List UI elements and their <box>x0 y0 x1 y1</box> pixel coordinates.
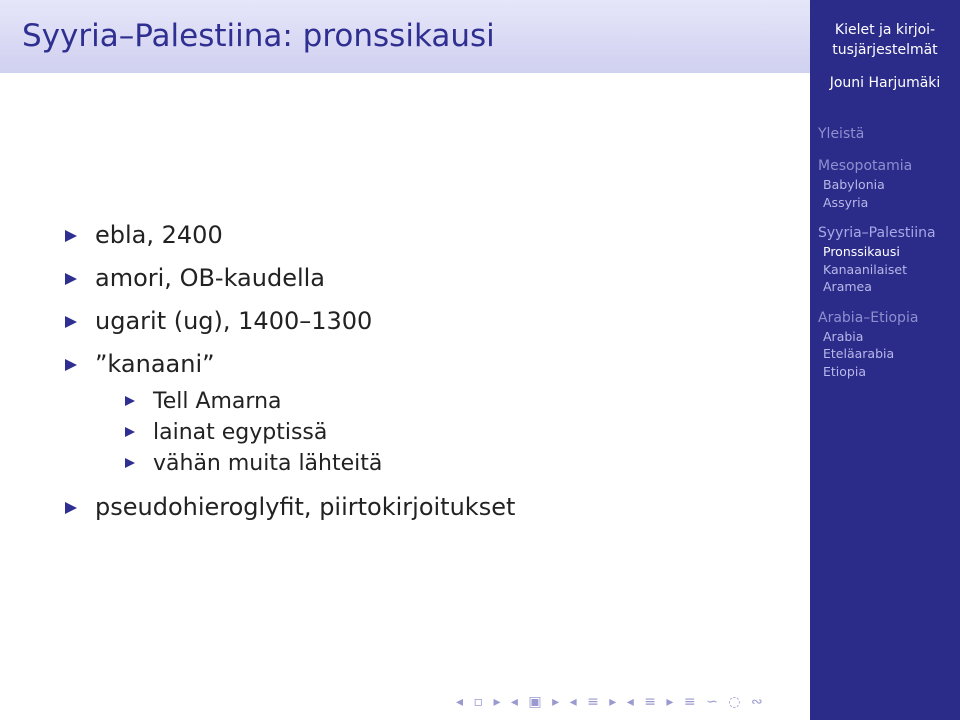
bullet-text: ugarit (ug), 1400–1300 <box>95 307 373 335</box>
toc-section-mesopotamia[interactable]: Mesopotamia <box>818 158 913 174</box>
nav-subsection-icon[interactable]: ▣ <box>528 694 542 710</box>
toc-sub-arabia[interactable]: Arabia <box>823 328 864 344</box>
sub-bullet-triangle-icon <box>125 427 135 437</box>
nav-section-icon[interactable]: ≡ <box>587 694 599 710</box>
nav-back-icon[interactable]: ∽ <box>706 694 718 710</box>
bullet-triangle-icon <box>65 230 77 242</box>
toc-sub-babylonia[interactable]: Babylonia <box>823 177 885 192</box>
sub-bullet-triangle-icon <box>125 396 135 406</box>
nav-prev-document-icon[interactable]: ◂ <box>626 694 634 710</box>
frame-header <box>0 0 810 73</box>
author-name[interactable]: Jouni Harjumäki <box>829 75 941 91</box>
bullet-triangle-icon <box>65 273 77 285</box>
bullet-text: pseudohieroglyfit, piirtokirjoitukset <box>95 493 516 521</box>
presentation-title-line1: Kielet ja kirjoi- <box>834 22 936 38</box>
nav-appendix-icon[interactable]: ≡ <box>683 694 696 710</box>
bullet-text: ebla, 2400 <box>95 221 223 249</box>
nav-search-icon[interactable]: ◌ <box>728 694 741 710</box>
nav-next-frame-icon[interactable]: ▸ <box>493 694 501 710</box>
nav-prev-subsection-icon[interactable]: ◂ <box>510 694 518 710</box>
slide-title: Syyria–Palestiina: pronssikausi <box>22 18 495 54</box>
table-of-contents <box>818 124 960 380</box>
nav-document-icon[interactable]: ≡ <box>644 694 656 710</box>
toc-section-syyria-palestiina[interactable]: Syyria–Palestiina <box>818 225 936 241</box>
bullet-triangle-icon <box>65 359 77 371</box>
nav-prev-section-icon[interactable]: ◂ <box>569 694 577 710</box>
toc-sub-etelaarabia[interactable]: Eteläarabia <box>823 346 895 361</box>
presentation-title[interactable] <box>810 20 960 60</box>
bullet-triangle-icon <box>65 316 77 328</box>
beamer-navigation-bar <box>456 694 769 716</box>
toc-sub-aramea[interactable]: Aramea <box>823 279 872 294</box>
toc-section-arabia-etiopia[interactable]: Arabia–Etiopia <box>818 309 919 326</box>
toc-sub-assyria[interactable]: Assyria <box>823 194 869 210</box>
toc-section-yleista[interactable]: Yleistä <box>818 126 865 142</box>
sub-bullet-triangle-icon <box>125 458 135 468</box>
sub-bullet-text: Tell Amarna <box>153 389 282 414</box>
toc-sub-etiopia[interactable]: Etiopia <box>823 363 866 379</box>
bullet-triangle-icon <box>65 502 77 514</box>
nav-frame-icon[interactable]: ▫ <box>473 694 483 710</box>
nav-prev-frame-icon[interactable]: ◂ <box>456 694 464 710</box>
bullet-text: amori, OB-kaudella <box>95 264 326 292</box>
bullet-text: ”kanaani” <box>95 350 215 378</box>
sub-bullet-text: lainat egyptissä <box>153 420 328 445</box>
nav-next-section-icon[interactable]: ▸ <box>609 694 617 710</box>
sidebar <box>810 0 960 720</box>
sub-bullet-text: vähän muita lähteitä <box>153 451 383 476</box>
toc-sub-pronssikausi[interactable]: Pronssikausi <box>823 244 900 259</box>
nav-forward-icon[interactable]: ∾ <box>750 694 763 710</box>
nav-next-document-icon[interactable]: ▸ <box>666 694 674 710</box>
nav-next-subsection-icon[interactable]: ▸ <box>552 694 560 710</box>
presentation-title-line2: tusjärjestelmät <box>832 42 938 58</box>
toc-sub-kanaanilaiset[interactable]: Kanaanilaiset <box>823 261 907 277</box>
